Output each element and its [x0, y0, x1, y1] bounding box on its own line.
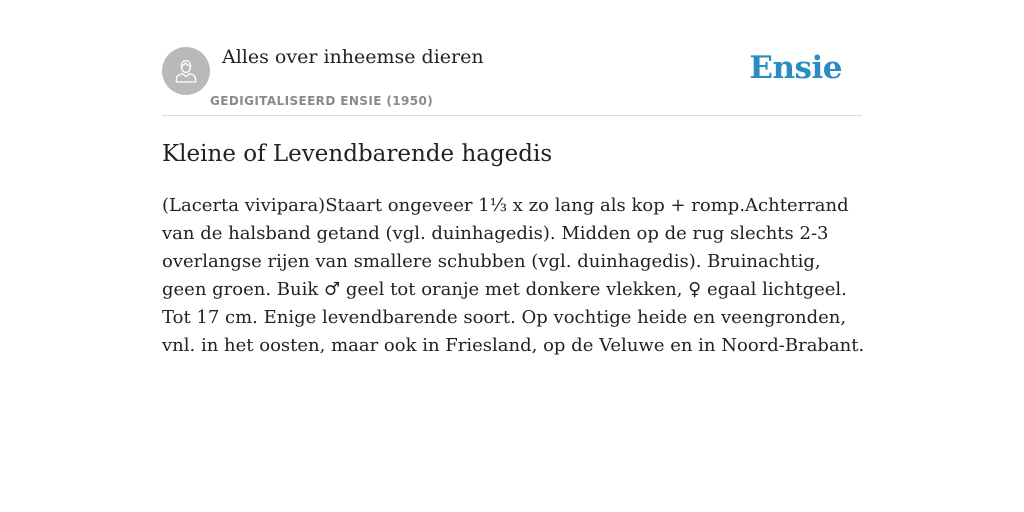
article-body: (Lacerta vivipara)Staart ongeveer 1⅓ x zo lang als kop + romp.Achterrand van de halsband getand (vgl. duinhagedis). Midden op de rug slechts 2-3 overlangse rijen van smallere schubben (vgl. duinhagedis). Bruinachtig, geen groen. Buik ♂ geel tot oranje met donkere vlekken, ♀ egaal lichtgeel. Tot 17 cm. Enige levendbarende soort. Op vochtige heide en veengronden, vnl. in het oosten, maar ook in Friesland, op de Veluwe en in Noord-Brabant.	[162, 195, 865, 356]
avatar[interactable]	[162, 47, 210, 95]
page-header	[162, 0, 862, 116]
collection-title[interactable]: Alles over inheemse dieren	[222, 46, 484, 68]
user-icon	[172, 57, 200, 85]
source-label: GEDIGITALISEERD ENSIE (1950)	[210, 94, 434, 108]
article-title: Kleine of Levendbarende hagedis	[162, 141, 553, 167]
ensie-logo[interactable]: Ensie	[749, 50, 842, 86]
page-container	[162, 0, 865, 356]
